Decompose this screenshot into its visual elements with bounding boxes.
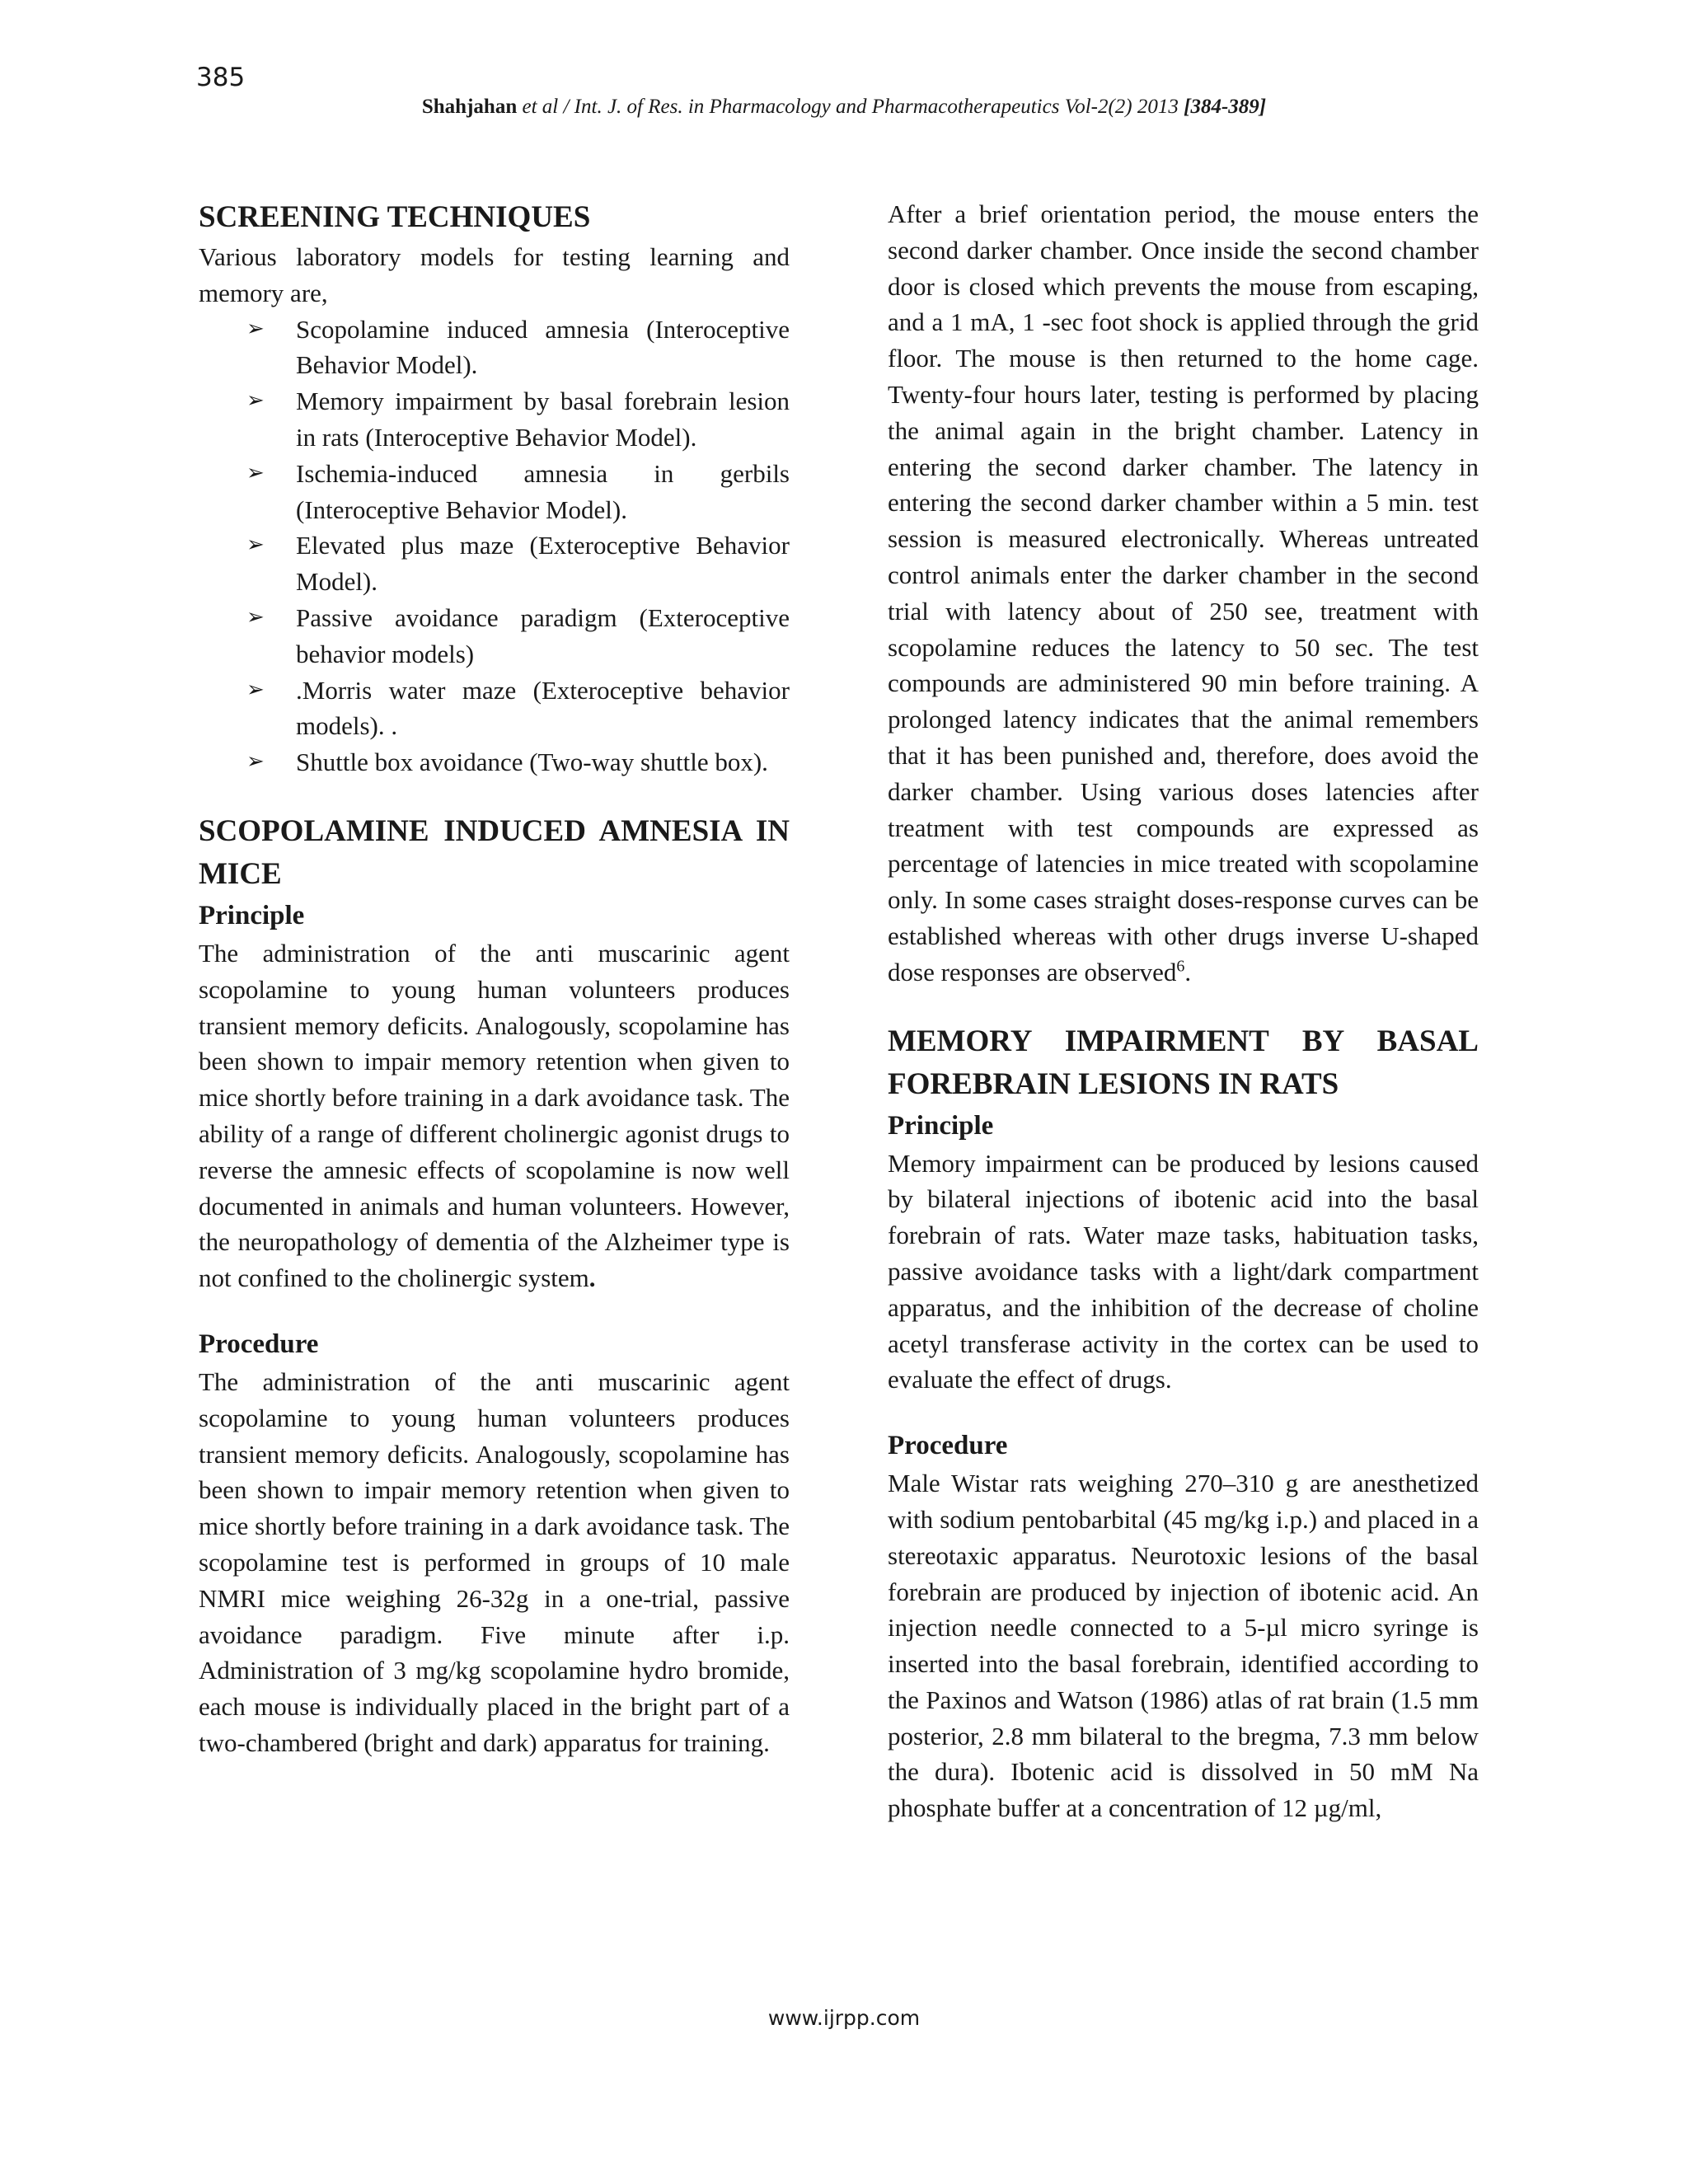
right-column — [888, 196, 1479, 1826]
arrow-bullet-icon: ➢ — [246, 677, 265, 702]
memory-procedure-heading: Procedure — [888, 1431, 1008, 1461]
arrow-bullet-icon: ➢ — [246, 532, 265, 558]
arrow-bullet-icon: ➢ — [246, 460, 265, 485]
arrow-bullet-icon: ➢ — [246, 749, 265, 775]
memory-procedure-text: Male Wistar rats weighing 270–310 g are anesthetized with sodium pentobarbital (45 mg/kg i.p.) and placed in a stereotaxic apparatus. Neurotoxic lesions of the basal forebrain are produced by injection of ibotenic acid. An injection needle connected to a 5-µl micro syringe is inserted into the basal forebrain, identified according to the Paxinos and Watson (1986) atlas of rat brain (1.5 mm posterior, 2.8 mm bilateral to the bregma, 7.3 mm below the dura). Ibotenic acid is dissolved in 50 mM Na phosphate buffer at a concentration of 12 µg/ml, — [888, 1469, 1479, 1823]
arrow-bullet-icon: ➢ — [246, 388, 265, 414]
list-item: ➢ Passive avoidance paradigm (Exteroceptive behavior models) — [199, 600, 790, 673]
scopolamine-principle-heading: Principle — [199, 900, 305, 930]
left-column — [199, 196, 790, 1761]
list-item: ➢ Ischemia-induced amnesia in gerbils (Interoceptive Behavior Model). — [199, 456, 790, 528]
list-item: ➢ Shuttle box avoidance (Two-way shuttle box). — [199, 744, 790, 780]
reference-superscript: 6 — [1176, 957, 1185, 976]
continuation-text: After a brief orientation period, the mouse enters the second darker chamber. Once inside the second chamber door is closed which prevents the mouse from escaping, and a 1 mA, 1 -sec foot shock is applied through the grid floor. The mouse is then returned to the home cage. Twenty-four hours later, testing is performed by placing the animal again in the bright chamber. Latency in entering the second darker chamber. The latency in entering the second darker chamber within a 5 min. test session is measured electronically. Whereas untreated control animals enter the darker chamber in the second trial with latency about of 250 see, treatment with scopolamine reduces the latency to 50 sec. The test compounds are administered 90 min before training. A prolonged latency indicates that the animal remembers that it has been punished and, therefore, does avoid the darker chamber. Using various doses latencies after treatment with test compounds are expressed as percentage of latencies in mice treated with scopolamine only. In some cases straight doses-response curves can be established whereas with other drugs inverse U-shaped dose responses are observed$^6$. — [888, 199, 1479, 987]
arrow-bullet-icon: ➢ — [246, 316, 265, 341]
screening-heading: SCREENING TECHNIQUES — [199, 200, 591, 234]
list-item: ➢ Scopolamine induced amnesia (Interoceptive Behavior Model). — [199, 312, 790, 384]
list-item: ➢ Elevated plus maze (Exteroceptive Behavior Model). — [199, 527, 790, 600]
scopolamine-heading: SCOPOLAMINE INDUCED AMNESIA IN MICE — [199, 813, 790, 891]
header-citation: et al / Int. J. of Res. in Pharmacology and Pharmacotherapeutics Vol-2(2) 2013 — [522, 96, 1179, 118]
list-item: ➢ Memory impairment by basal forebrain lesion in rats (Interoceptive Behavior Model). — [199, 383, 790, 456]
arrow-bullet-icon: ➢ — [246, 604, 265, 630]
footer-url: www.ijrpp.com — [767, 2006, 921, 2030]
header-author: Shahjahan — [421, 96, 518, 118]
scopolamine-principle-text: The administration of the anti muscarinic agent scopolamine to young human volunteers produces transient memory deficits. Analogously, scopolamine has been shown to impair memory retention when given to mice shortly before training in a dark avoidance task. The ability of a range of different cholinergic agonist drugs to reverse the amnesic effects of scopolamine is now well documented in animals and human volunteers. However, the neuropathology of dementia of the Alzheimer type is not confined to the cholinergic system. — [199, 938, 790, 1293]
running-header — [0, 96, 1688, 119]
scopolamine-procedure-text: The administration of the anti muscarinic agent scopolamine to young human volunteers produces transient memory deficits. Analogously, scopolamine has been shown to impair memory retention when given to mice shortly before training in a dark avoidance task. The scopolamine test is performed in groups of 10 male NMRI mice weighing 26-32g in a one-trial, passive avoidance paradigm. Five minute after i.p. Administration of 3 mg/kg scopolamine hydro bromide, each mouse is individually placed in the bright part of a two-chambered (bright and dark) apparatus for training. — [199, 1366, 790, 1757]
page-number: 385 — [196, 63, 246, 92]
header-pages: [384-389] — [1184, 96, 1267, 118]
memory-principle-text: Memory impairment can be produced by lesions caused by bilateral injections of ibotenic acid into the basal forebrain of rats. Water maze tasks, habituation tasks, passive avoidance tasks with a light/dark compartment apparatus, and the inhibition of the decrease of choline acetyl transferase activity in the cortex can be used to evaluate the effect of drugs. — [888, 1148, 1479, 1394]
scopolamine-procedure-heading: Procedure — [199, 1329, 319, 1359]
list-item: ➢ .Morris water maze (Exteroceptive behavior models). . — [199, 673, 790, 745]
memory-principle-heading: Principle — [888, 1110, 994, 1141]
screening-list — [199, 312, 790, 780]
memory-heading: MEMORY IMPAIRMENT BY BASAL FOREBRAIN LESIONS IN RATS — [888, 1024, 1479, 1101]
screening-intro: Various laboratory models for testing learning and memory are, — [199, 242, 790, 307]
